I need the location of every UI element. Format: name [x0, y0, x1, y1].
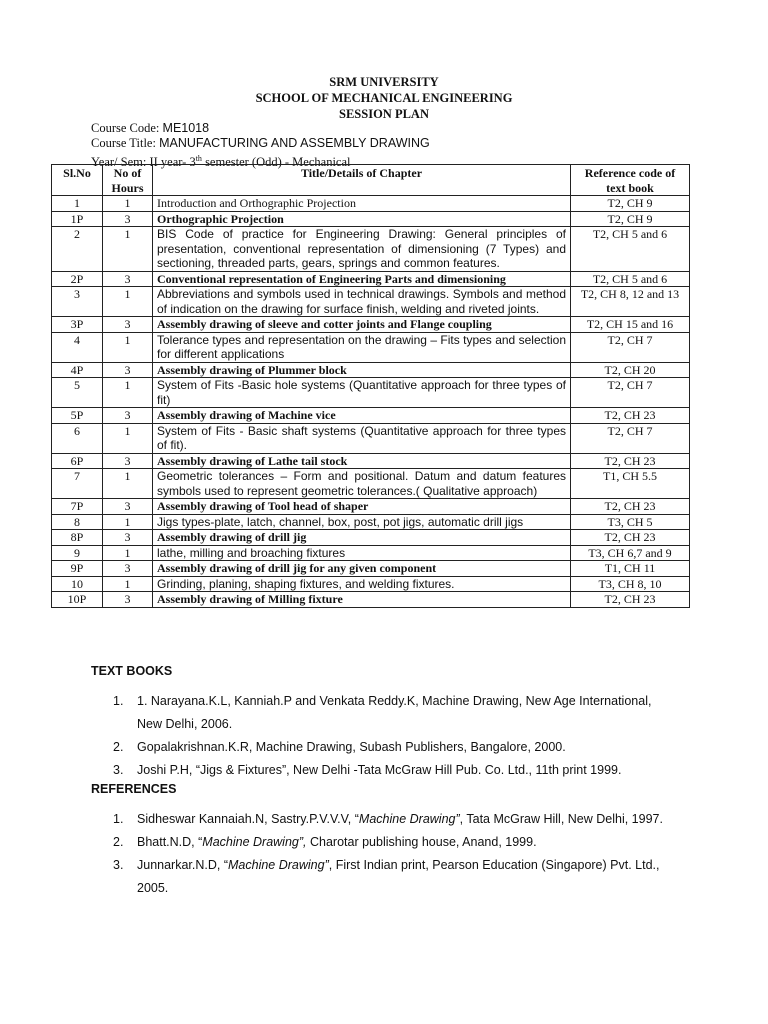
cell-title: Assembly drawing of Milling fixture [153, 592, 571, 608]
table-row [52, 423, 690, 453]
cell-reference: T3, CH 5 [571, 514, 690, 530]
reference-item-text-rest: Charotar publishing house, Anand, 1999. [306, 835, 537, 849]
table-row [52, 362, 690, 378]
reference-item [113, 831, 673, 854]
cell-sl-no: 9 [52, 545, 103, 561]
reference-item-text: Bhatt.N.D, “ [137, 835, 203, 849]
cell-reference: T2, CH 5 and 6 [571, 271, 690, 287]
text-book-item-text: 1. Narayana.K.L, Kanniah.P and Venkata Reddy.K, Machine Drawing, New Age International, New Delhi, 2006. [137, 694, 652, 731]
text-book-item-text: Joshi P.H, “Jigs & Fixtures”, New Delhi -Tata McGraw Hill Pub. Co. Ltd., 11th print 1999. [137, 763, 622, 777]
cell-title: Assembly drawing of drill jig for any given component [153, 561, 571, 577]
table-row [52, 545, 690, 561]
year-sem-rest: semester (Odd) - Mechanical [201, 155, 351, 170]
course-code-value: ME1018 [162, 121, 210, 135]
table-row [52, 332, 690, 362]
cell-reference: T2, CH 23 [571, 453, 690, 469]
cell-title: Assembly drawing of Lathe tail stock [153, 453, 571, 469]
cell-hours: 3 [103, 561, 153, 577]
cell-sl-no: 7 [52, 469, 103, 499]
cell-sl-no: 8P [52, 530, 103, 546]
course-title-line [91, 136, 691, 151]
cell-sl-no: 2P [52, 271, 103, 287]
text-books-heading: TEXT BOOKS [91, 664, 173, 678]
cell-sl-no: 6P [52, 453, 103, 469]
header-sl-no: Sl.No [52, 165, 103, 196]
reference-item-title: Machine Drawing” [358, 812, 460, 826]
table-header-row [52, 165, 690, 196]
table-body [52, 196, 690, 608]
cell-sl-no: 7P [52, 499, 103, 515]
cell-hours: 3 [103, 362, 153, 378]
cell-reference: T2, CH 23 [571, 499, 690, 515]
cell-hours: 3 [103, 317, 153, 333]
cell-title: Introduction and Orthographic Projection [153, 196, 571, 212]
cell-reference: T2, CH 9 [571, 196, 690, 212]
reference-item-number: 2. [113, 835, 124, 849]
session-plan-table [51, 164, 690, 608]
cell-title: Assembly drawing of sleeve and cotter joints and Flange coupling [153, 317, 571, 333]
course-title-value: MANUFACTURING AND ASSEMBLY DRAWING [159, 136, 430, 150]
cell-sl-no: 2 [52, 227, 103, 272]
cell-sl-no: 10 [52, 576, 103, 592]
reference-item-number: 1. [113, 812, 124, 826]
cell-title: Assembly drawing of Tool head of shaper [153, 499, 571, 515]
cell-reference: T1, CH 11 [571, 561, 690, 577]
cell-sl-no: 5P [52, 408, 103, 424]
header-reference: Reference code of text book [571, 165, 690, 196]
table-row [52, 378, 690, 408]
cell-reference: T2, CH 20 [571, 362, 690, 378]
cell-title: Conventional representation of Engineering Parts and dimensioning [153, 271, 571, 287]
reference-item-text-rest: , First Indian print, Pearson Education (Singapore) Pvt. Ltd., 2005. [137, 858, 660, 895]
cell-sl-no: 3 [52, 287, 103, 317]
cell-sl-no: 6 [52, 423, 103, 453]
cell-hours: 1 [103, 332, 153, 362]
text-book-item-number: 2. [113, 740, 124, 754]
text-book-item-number: 1. [113, 694, 124, 708]
cell-hours: 1 [103, 227, 153, 272]
cell-hours: 1 [103, 423, 153, 453]
text-book-item [113, 759, 673, 782]
school-name: SCHOOL OF MECHANICAL ENGINEERING [255, 91, 513, 105]
text-books-list [113, 690, 673, 782]
text-book-item-number: 3. [113, 763, 124, 777]
cell-reference: T2, CH 23 [571, 592, 690, 608]
table-row [52, 408, 690, 424]
references-heading: REFERENCES [91, 782, 177, 796]
cell-hours: 3 [103, 211, 153, 227]
cell-hours: 3 [103, 530, 153, 546]
cell-sl-no: 1P [52, 211, 103, 227]
cell-reference: T2, CH 23 [571, 408, 690, 424]
cell-sl-no: 3P [52, 317, 103, 333]
table-row [52, 469, 690, 499]
cell-sl-no: 4 [52, 332, 103, 362]
table-row [52, 271, 690, 287]
document-header [0, 74, 768, 122]
cell-hours: 3 [103, 271, 153, 287]
cell-hours: 1 [103, 196, 153, 212]
header-title: Title/Details of Chapter [153, 165, 571, 196]
document-title: SESSION PLAN [339, 107, 429, 121]
cell-title: lathe, milling and broaching fixtures [153, 545, 571, 561]
table-row [52, 499, 690, 515]
cell-sl-no: 5 [52, 378, 103, 408]
cell-reference: T3, CH 6,7 and 9 [571, 545, 690, 561]
cell-title: Assembly drawing of drill jig [153, 530, 571, 546]
cell-title: Abbreviations and symbols used in technical drawings. Symbols and method of indication on the drawing for surface finish, welding and riveted joints. [153, 287, 571, 317]
cell-sl-no: 8 [52, 514, 103, 530]
table-row [52, 530, 690, 546]
cell-hours: 1 [103, 514, 153, 530]
table-row [52, 561, 690, 577]
cell-hours: 3 [103, 408, 153, 424]
cell-reference: T2, CH 9 [571, 211, 690, 227]
references-list [113, 808, 673, 900]
cell-title: Grinding, planing, shaping fixtures, and welding fixtures. [153, 576, 571, 592]
reference-item-text: Sidheswar Kannaiah.N, Sastry.P.V.V.V, “ [137, 812, 359, 826]
cell-reference: T2, CH 15 and 16 [571, 317, 690, 333]
year-sem-superscript: th [195, 154, 202, 163]
cell-reference: T2, CH 7 [571, 332, 690, 362]
cell-hours: 1 [103, 545, 153, 561]
cell-hours: 1 [103, 576, 153, 592]
university-name: SRM UNIVERSITY [329, 75, 439, 89]
cell-title: System of Fits - Basic shaft systems (Quantitative approach for three types of fit). [153, 423, 571, 453]
table-row [52, 287, 690, 317]
course-code-line [91, 121, 691, 136]
table-row [52, 576, 690, 592]
cell-reference: T3, CH 8, 10 [571, 576, 690, 592]
reference-item-title: Machine Drawing” [228, 858, 329, 872]
cell-title: System of Fits -Basic hole systems (Quantitative approach for three types of fit) [153, 378, 571, 408]
text-book-item [113, 736, 673, 759]
cell-title: Geometric tolerances – Form and positional. Datum and datum features symbols used to represent geometric tolerances.( Qualitative approach) [153, 469, 571, 499]
table-row [52, 317, 690, 333]
reference-item-title: Machine Drawing”, [202, 835, 307, 849]
header-hours: No of Hours [103, 165, 153, 196]
text-book-item-text: Gopalakrishnan.K.R, Machine Drawing, Subash Publishers, Bangalore, 2000. [137, 740, 566, 754]
course-code-label: Course Code: [91, 121, 160, 135]
cell-sl-no: 1 [52, 196, 103, 212]
cell-reference: T2, CH 7 [571, 423, 690, 453]
table-row [52, 211, 690, 227]
cell-reference: T2, CH 7 [571, 378, 690, 408]
cell-hours: 1 [103, 469, 153, 499]
cell-sl-no: 10P [52, 592, 103, 608]
year-sem-label: Year/ Sem: II year- 3 [91, 155, 196, 170]
cell-sl-no: 4P [52, 362, 103, 378]
reference-item-text: Junnarkar.N.D, “ [137, 858, 229, 872]
cell-hours: 1 [103, 287, 153, 317]
text-book-item [113, 690, 673, 736]
cell-reference: T2, CH 23 [571, 530, 690, 546]
cell-title: Orthographic Projection [153, 211, 571, 227]
table-row [52, 227, 690, 272]
course-title-label: Course Title: [91, 136, 156, 150]
cell-reference: T2, CH 5 and 6 [571, 227, 690, 272]
cell-hours: 3 [103, 592, 153, 608]
table-row [52, 592, 690, 608]
table-row [52, 514, 690, 530]
cell-title: Tolerance types and representation on the drawing – Fits types and selection for different applications [153, 332, 571, 362]
reference-item [113, 854, 673, 900]
reference-item-number: 3. [113, 858, 124, 872]
table-row [52, 196, 690, 212]
reference-item [113, 808, 673, 831]
cell-hours: 1 [103, 378, 153, 408]
cell-title: Assembly drawing of Machine vice [153, 408, 571, 424]
cell-reference: T1, CH 5.5 [571, 469, 690, 499]
cell-hours: 3 [103, 499, 153, 515]
course-info [91, 121, 691, 170]
cell-title: Jigs types-plate, latch, channel, box, post, pot jigs, automatic drill jigs [153, 514, 571, 530]
cell-title: Assembly drawing of Plummer block [153, 362, 571, 378]
cell-title: BIS Code of practice for Engineering Drawing: General principles of presentation, conventional representation of dimensioning (7 Types) and sectioning, threaded parts, gears, springs and common features. [153, 227, 571, 272]
cell-sl-no: 9P [52, 561, 103, 577]
cell-hours: 3 [103, 453, 153, 469]
cell-reference: T2, CH 8, 12 and 13 [571, 287, 690, 317]
table-row [52, 453, 690, 469]
reference-item-text-rest: , Tata McGraw Hill, New Delhi, 1997. [459, 812, 663, 826]
